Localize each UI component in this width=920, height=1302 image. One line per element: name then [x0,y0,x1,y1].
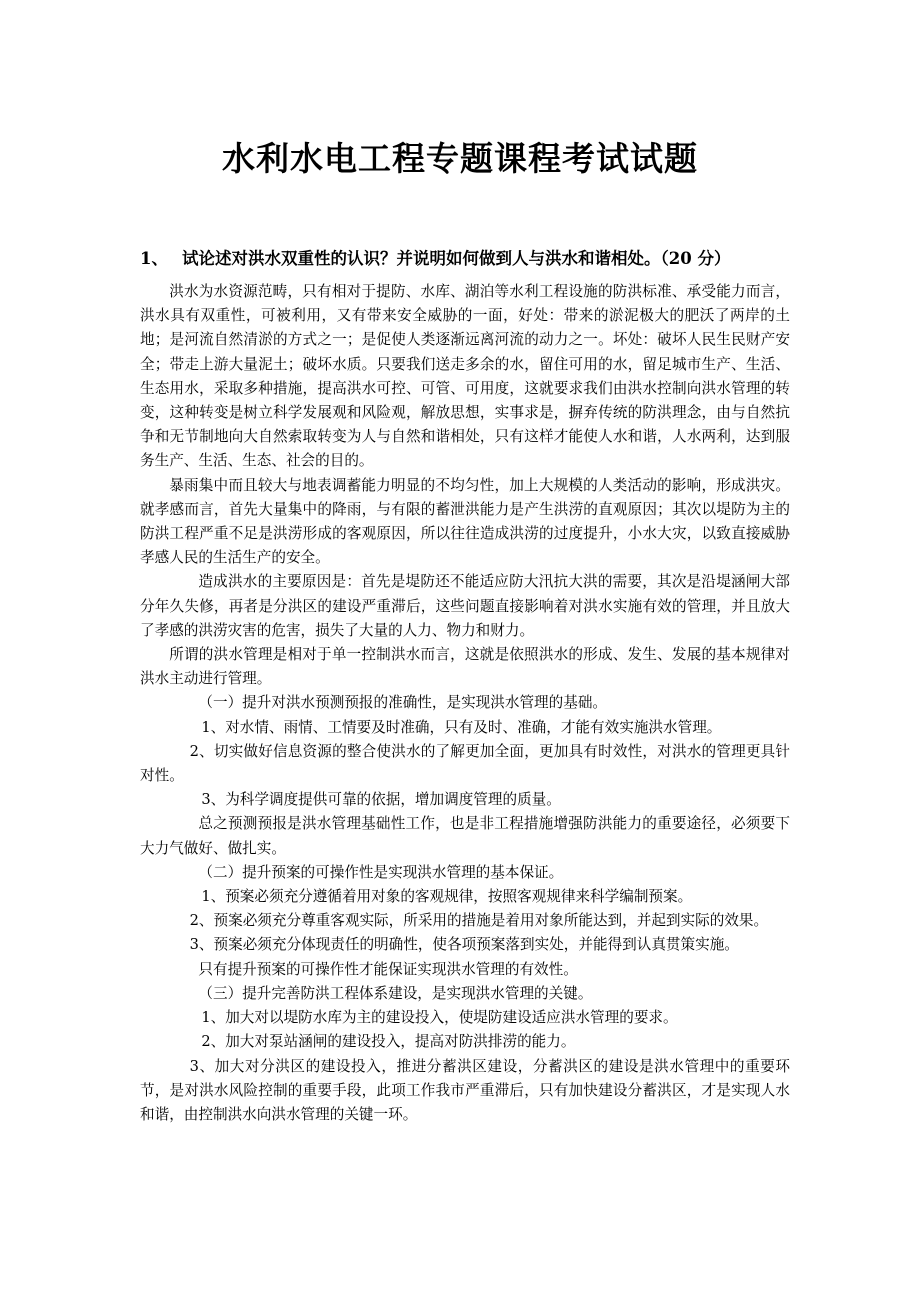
list-item: 2、切实做好信息资源的整合使洪水的了解更加全面，更加具有时效性，对洪水的管理更具针对性。 [140,742,790,785]
list-item: 3、加大对分洪区的建设投入，推进分蓄洪区建设，分蓄洪区的建设是洪水管理中的重要环节，是对洪水风险控制的重要手段，此项工作我市严重滞后，只有加快建设分蓄洪区，才是实现人水和谐，由控制洪水向洪水管理的关键一环。 [140,1057,790,1123]
paragraph: 造成洪水的主要原因是：首先是堤防还不能适应防大汛抗大洪的需要，其次是沿堤涵闸大部分年久失修，再者是分洪区的建设严重滞后，这些问题直接影响着对洪水实施有效的管理，并且放大了孝感的洪涝灾害的危害，损失了大量的人力、物力和财力。 [140,573,790,639]
paragraph: 暴雨集中而且较大与地表调蓄能力明显的不均匀性，加上大规模的人类活动的影响，形成洪灾。就孝感而言，首先大量集中的降雨，与有限的蓄泄洪能力是产生洪涝的直观原因；其次以堤防为主的防洪工程严重不足是洪涝形成的客观原因，所以往往造成洪涝的过度提升，小水大灾，以致直接威胁孝感人民的生活生产的安全。 [140,476,790,567]
question-heading [140,245,800,269]
paragraph: 总之预测预报是洪水管理基础性工作，也是非工程措施增强防洪能力的重要途径，必须要下大力气做好、做扎实。 [140,815,790,857]
question-text: 试论述对洪水双重性的认识？并说明如何做到人与洪水和谐相处。（20 分） [181,249,731,268]
list-item: 1、预案必须充分遵循着用对象的客观规律，按照客观规律来科学编制预案。 [201,888,693,906]
list-item: 3、为科学调度提供可靠的依据，增加调度管理的质量。 [201,791,561,809]
list-item: 2、预案必须充分尊重客观实际，所采用的措施是着用对象所能达到，并起到实际的效果。 [189,912,769,930]
section-heading: （一）提升对洪水预测预报的准确性，是实现洪水管理的基础。 [198,694,608,712]
paragraph: 所谓的洪水管理是相对于单一控制洪水而言，这就是依照洪水的形成、发生、发展的基本规律对洪水主动进行管理。 [140,646,790,688]
question-number: 1、 [140,249,168,268]
answer-body [140,280,790,1127]
list-item: 1、加大对以堤防水库为主的建设投入，使堤防建设适应洪水管理的要求。 [201,1009,678,1027]
paragraph: 洪水为水资源范畴，只有相对于提防、水库、湖泊等水利工程设施的防洪标准、承受能力而言，洪水具有双重性，可被利用，又有带来安全威胁的一面，好处：带来的淤泥极大的肥沃了两岸的土地；是河流自然清淤的方式之一；是促使人类逐渐远离河流的动力之一。坏处：破坏人民生民财产安全；带走上游大量泥土；破坏水质。只要我们送走多余的水，留住可用的水，留足城市生产、生活、生态用水，采取多种措施，提高洪水可控、可管、可用度，这就要求我们由洪水控制向洪水管理的转变，这种转变是树立科学发展观和风险观，解放思想，实事求是，摒弃传统的防洪理念，由与自然抗争和无节制地向大自然索取转变为人与自然和谐相处，只有这样才能使人水和谐，人水两利，达到服务生产、生活、生态、社会的目的。 [140,283,790,470]
paragraph: 只有提升预案的可操作性才能保证实现洪水管理的有效性。 [198,960,578,978]
section-heading: （二）提升预案的可操作性是实现洪水管理的基本保证。 [198,863,564,881]
list-item: 1、对水情、雨情、工情要及时准确，只有及时、准确，才能有效实施洪水管理。 [201,718,722,736]
list-item: 2、加大对泵站涵闸的建设投入，提高对防洪排涝的能力。 [201,1033,576,1051]
list-item: 3、预案必须充分体现责任的明确性，使各项预案落到实处，并能得到认真贯策实施。 [189,936,739,954]
page-title: 水利水电工程专题课程考试试题 [222,139,698,178]
section-heading: （三）提升完善防洪工程体系建设，是实现洪水管理的关键。 [198,984,593,1002]
